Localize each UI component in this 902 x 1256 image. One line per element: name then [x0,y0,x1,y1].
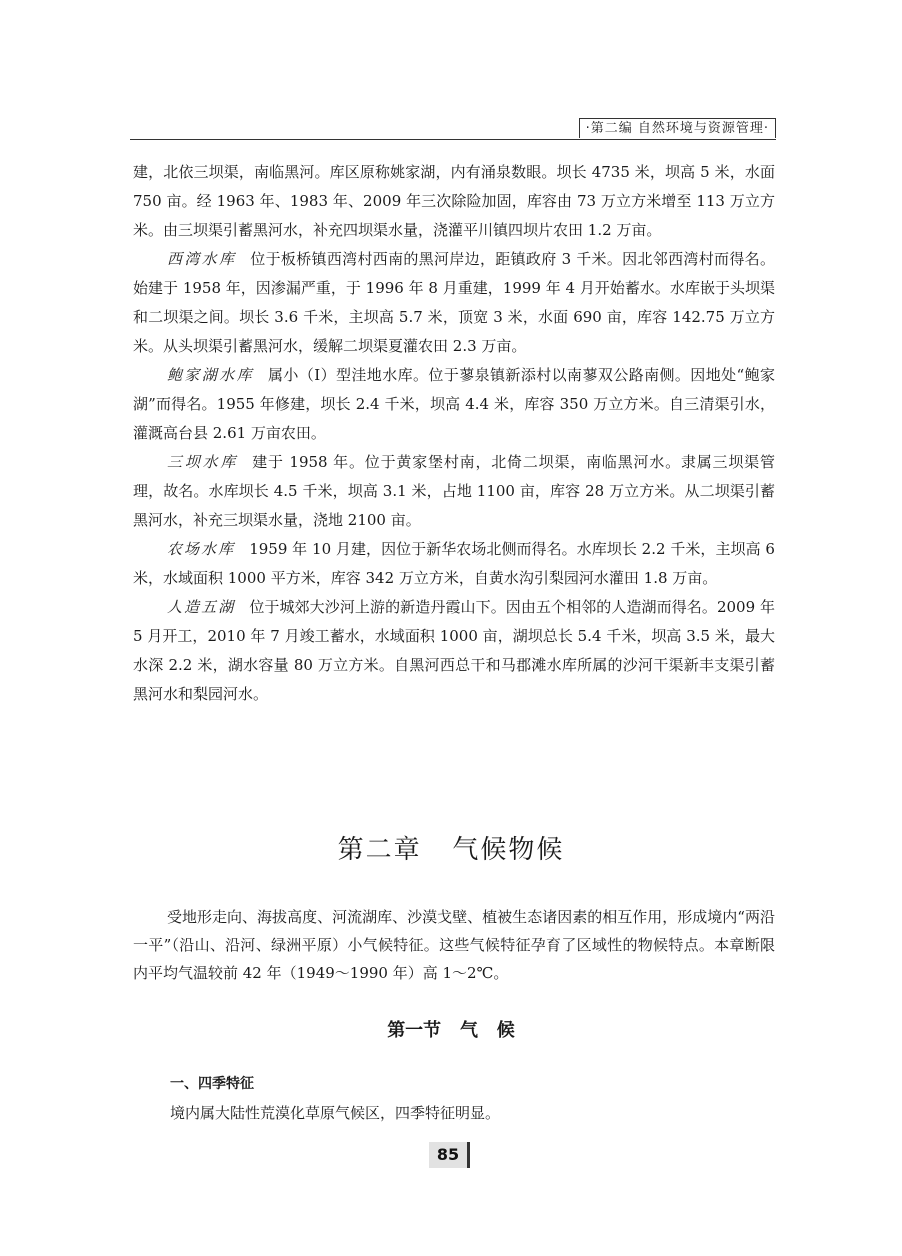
reservoir-descriptions [133,158,775,709]
term-sanba-reservoir: 三坝水库 [167,453,239,471]
text-baojiahu-reservoir: 属小（Ⅰ）型洼地水库。位于蓼泉镇新添村以南蓼双公路南侧。因地处“鲍家湖”而得名。1955 年修建，坝长 2.4 千米，坝高 4.4 米，库容 350 万立方米。自三清渠引水，灌溉高台县 2.61 万亩农田。 [133,366,775,442]
text-farm-reservoir: 1959 年 10 月建，因位于新华农场北侧而得名。水库坝长 2.2 千米，主坝高 6 米，水域面积 1000 平方米，库容 342 万立方米，自黄水沟引梨园河水灌田 1.8 万亩。 [133,540,775,587]
text-sanba-reservoir: 建于 1958 年。位于黄家堡村南，北倚二坝渠，南临黑河水。隶属三坝渠管理，故名。水库坝长 4.5 千米，坝高 3.1 米，占地 1100 亩，库容 28 万立方米。从二坝渠引蓄黑河水，补充三坝渠水量，浇地 2100 亩。 [133,453,775,529]
paragraph-xiwan-reservoir [133,245,775,361]
paragraph-continued: 建，北依三坝渠，南临黑河。库区原称姚家湖，内有涌泉数眼。坝长 4735 米，坝高 5 米，水面 750 亩。经 1963 年、1983 年、2009 年三次除险加固，库容由 73 万立方米增至 113 万立方米。由三坝渠引蓄黑河水，补充四坝渠水量，浇灌平川镇四坝片农田 1.2 万亩。 [133,163,775,239]
paragraph-baojiahu-reservoir [133,361,775,448]
section-label: ·第二编 自然环境与资源管理· [579,118,776,138]
term-farm-reservoir: 农场水库 [167,540,236,558]
text-xiwan-reservoir: 位于板桥镇西湾村西南的黑河岸边，距镇政府 3 千米。因北邻西湾村而得名。始建于 1958 年，因渗漏严重，于 1996 年 8 月重建，1999 年 4 月开始蓄水。水库嵌于头坝渠和二坝渠之间。坝长 3.6 千米，主坝高 5.7 米，顶宽 3 米，水面 690 亩，库容 142.75 万立方米。从头坝渠引蓄黑河水，缓解二坝渠夏灌农田 2.3 万亩。 [133,250,775,355]
paragraph-farm-reservoir [133,535,775,593]
page-number: 85 [429,1142,470,1168]
text-five-lakes: 位于城郊大沙河上游的新造丹霞山下。因由五个相邻的人造湖而得名。2009 年 5 月开工，2010 年 7 月竣工蓄水，水域面积 1000 亩，湖坝总长 5.4 千米，坝高 3.5 米，最大水深 2.2 米，湖水容量 80 万立方米。自黑河西总干和马郡滩水库所属的沙河干渠新丰支渠引蓄黑河水和梨园河水。 [133,598,775,703]
chapter-intro [133,903,775,987]
paragraph-sanba-reservoir [133,448,775,535]
paragraph-five-lakes [133,593,775,709]
chapter-intro-text: 受地形走向、海拔高度、河流湖库、沙漠戈壁、植被生态诸因素的相互作用，形成境内“两沿一平”（沿山、沿河、绿洲平原）小气候特征。这些气候特征孕育了区域性的物候特点。本章断限内平均气温较前 42 年（1949～1990 年）高 1～2℃。 [133,908,775,982]
section-body-text: 境内属大陆性荒漠化草原气候区，四季特征明显。 [170,1104,501,1122]
section-title: 第一节 气 候 [387,1020,515,1041]
term-xiwan-reservoir: 西湾水库 [167,250,237,268]
chapter-title: 第二章 气候物候 [337,835,565,865]
term-five-lakes: 人造五湖 [167,598,236,616]
term-baojiahu-reservoir: 鲍家湖水库 [167,366,255,384]
header-rule [130,139,776,140]
subheading-four-seasons: 一、四季特征 [170,1076,254,1092]
